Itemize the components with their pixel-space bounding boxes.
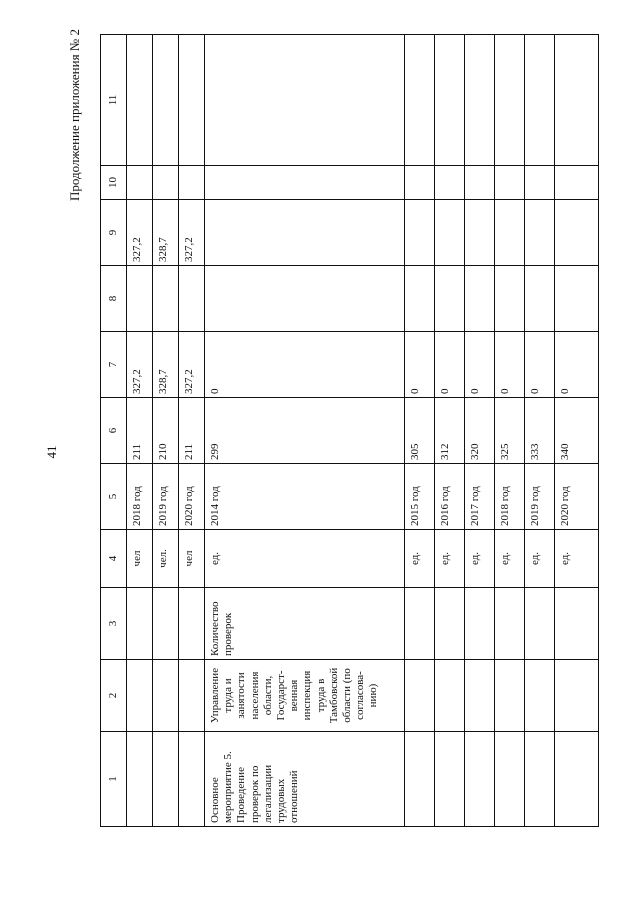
- value-cell: 327,2: [127, 200, 153, 266]
- cell-empty: [555, 166, 599, 200]
- cell-empty: [205, 200, 405, 266]
- value-cell: 328,7: [153, 200, 179, 266]
- table-row: [465, 35, 495, 827]
- unit-cell: чел.: [153, 530, 179, 588]
- value-cell: 305: [405, 398, 435, 464]
- table-wrapper: [100, 35, 570, 827]
- value-cell: 0: [205, 332, 405, 398]
- cell-empty: [405, 200, 435, 266]
- cell-empty: [205, 35, 405, 166]
- cell-empty: [495, 266, 525, 332]
- cell-empty: [405, 166, 435, 200]
- unit-cell: ед.: [205, 530, 405, 588]
- cell-empty: [153, 266, 179, 332]
- cell-empty: [465, 35, 495, 166]
- cell-empty: [555, 35, 599, 166]
- value-cell: 325: [495, 398, 525, 464]
- cell-empty: [555, 266, 599, 332]
- col-num-1: 1: [101, 732, 127, 827]
- cell-empty: [525, 660, 555, 732]
- cell-empty: [495, 200, 525, 266]
- executor-cell: Управление труда и занятости населения области, Государст-венная инспекция труда в Тамбовской области (по согласова-нию): [205, 660, 405, 732]
- col-num-8: 8: [101, 266, 127, 332]
- cell-empty: [495, 660, 525, 732]
- measure-name-cell: Основное мероприятие 5. Проведение проверок по легализации трудовых отношений: [205, 732, 405, 827]
- value-cell: 312: [435, 398, 465, 464]
- cell-empty: [405, 266, 435, 332]
- cell-empty: [435, 266, 465, 332]
- value-cell: 0: [555, 332, 599, 398]
- table-row: [205, 35, 405, 827]
- cell-empty: [405, 732, 435, 827]
- cell-empty: [153, 35, 179, 166]
- cell-empty: [205, 266, 405, 332]
- cell-empty: [205, 166, 405, 200]
- value-cell: 327,2: [179, 332, 205, 398]
- value-cell: 0: [525, 332, 555, 398]
- year-cell: 2014 год: [205, 464, 405, 530]
- cell-empty: [465, 200, 495, 266]
- unit-cell: чел: [179, 530, 205, 588]
- year-cell: 2018 год: [495, 464, 525, 530]
- unit-cell: ед.: [555, 530, 599, 588]
- value-cell: 211: [179, 398, 205, 464]
- cell-empty: [465, 588, 495, 660]
- col-num-4: 4: [101, 530, 127, 588]
- year-cell: 2015 год: [405, 464, 435, 530]
- value-cell: 0: [465, 332, 495, 398]
- cell-empty: [555, 732, 599, 827]
- value-cell: 327,2: [179, 200, 205, 266]
- table-row: [179, 35, 205, 827]
- cell-empty: [435, 660, 465, 732]
- col-num-7: 7: [101, 332, 127, 398]
- unit-cell: чел: [127, 530, 153, 588]
- cell-empty: [435, 166, 465, 200]
- value-cell: 299: [205, 398, 405, 464]
- value-cell: 0: [495, 332, 525, 398]
- cell-empty: [465, 732, 495, 827]
- value-cell: 320: [465, 398, 495, 464]
- cell-empty: [525, 200, 555, 266]
- table-row: [555, 35, 599, 827]
- table-row: [153, 35, 179, 827]
- cell-empty: [127, 660, 153, 732]
- cell-empty: [405, 588, 435, 660]
- cell-empty: [555, 588, 599, 660]
- cell-empty: [127, 732, 153, 827]
- unit-cell: ед.: [405, 530, 435, 588]
- cell-empty: [405, 660, 435, 732]
- year-cell: 2020 год: [555, 464, 599, 530]
- year-cell: 2018 год: [127, 464, 153, 530]
- cell-empty: [153, 588, 179, 660]
- page-number: 41: [44, 445, 59, 459]
- cell-empty: [495, 35, 525, 166]
- cell-empty: [127, 266, 153, 332]
- cell-empty: [405, 35, 435, 166]
- table-row: [405, 35, 435, 827]
- table-row: [495, 35, 525, 827]
- col-num-5: 5: [101, 464, 127, 530]
- cell-empty: [555, 660, 599, 732]
- col-num-2: 2: [101, 660, 127, 732]
- cell-empty: [127, 166, 153, 200]
- year-cell: 2016 год: [435, 464, 465, 530]
- indicator-cell: Количество проверок: [205, 588, 405, 660]
- cell-empty: [179, 732, 205, 827]
- cell-empty: [465, 266, 495, 332]
- cell-empty: [127, 588, 153, 660]
- cell-empty: [465, 660, 495, 732]
- col-num-6: 6: [101, 398, 127, 464]
- value-cell: 0: [405, 332, 435, 398]
- cell-empty: [153, 660, 179, 732]
- cell-empty: [179, 166, 205, 200]
- cell-empty: [525, 35, 555, 166]
- unit-cell: ед.: [495, 530, 525, 588]
- cell-empty: [435, 588, 465, 660]
- value-cell: 210: [153, 398, 179, 464]
- col-num-10: 10: [101, 166, 127, 200]
- column-number-row: [101, 35, 127, 827]
- cell-empty: [555, 200, 599, 266]
- year-cell: 2017 год: [465, 464, 495, 530]
- cell-empty: [495, 732, 525, 827]
- cell-empty: [525, 732, 555, 827]
- cell-empty: [495, 588, 525, 660]
- cell-empty: [525, 588, 555, 660]
- value-cell: 333: [525, 398, 555, 464]
- table-row: [525, 35, 555, 827]
- table-row: [127, 35, 153, 827]
- value-cell: 328,7: [153, 332, 179, 398]
- cell-empty: [179, 35, 205, 166]
- continuation-label: Продолжение приложения № 2: [67, 29, 82, 201]
- unit-cell: ед.: [465, 530, 495, 588]
- value-cell: 211: [127, 398, 153, 464]
- unit-cell: ед.: [435, 530, 465, 588]
- col-num-11: 11: [101, 35, 127, 166]
- cell-empty: [525, 266, 555, 332]
- year-cell: 2019 год: [153, 464, 179, 530]
- cell-empty: [179, 266, 205, 332]
- year-cell: 2020 год: [179, 464, 205, 530]
- unit-cell: ед.: [525, 530, 555, 588]
- col-num-3: 3: [101, 588, 127, 660]
- cell-empty: [179, 660, 205, 732]
- cell-empty: [153, 732, 179, 827]
- value-cell: 327,2: [127, 332, 153, 398]
- table-row: [435, 35, 465, 827]
- cell-empty: [127, 35, 153, 166]
- cell-empty: [435, 732, 465, 827]
- cell-empty: [435, 35, 465, 166]
- cell-empty: [435, 200, 465, 266]
- cell-empty: [465, 166, 495, 200]
- cell-empty: [179, 588, 205, 660]
- program-table: [100, 34, 599, 827]
- cell-empty: [495, 166, 525, 200]
- year-cell: 2019 год: [525, 464, 555, 530]
- col-num-9: 9: [101, 200, 127, 266]
- value-cell: 340: [555, 398, 599, 464]
- cell-empty: [153, 166, 179, 200]
- cell-empty: [525, 166, 555, 200]
- value-cell: 0: [435, 332, 465, 398]
